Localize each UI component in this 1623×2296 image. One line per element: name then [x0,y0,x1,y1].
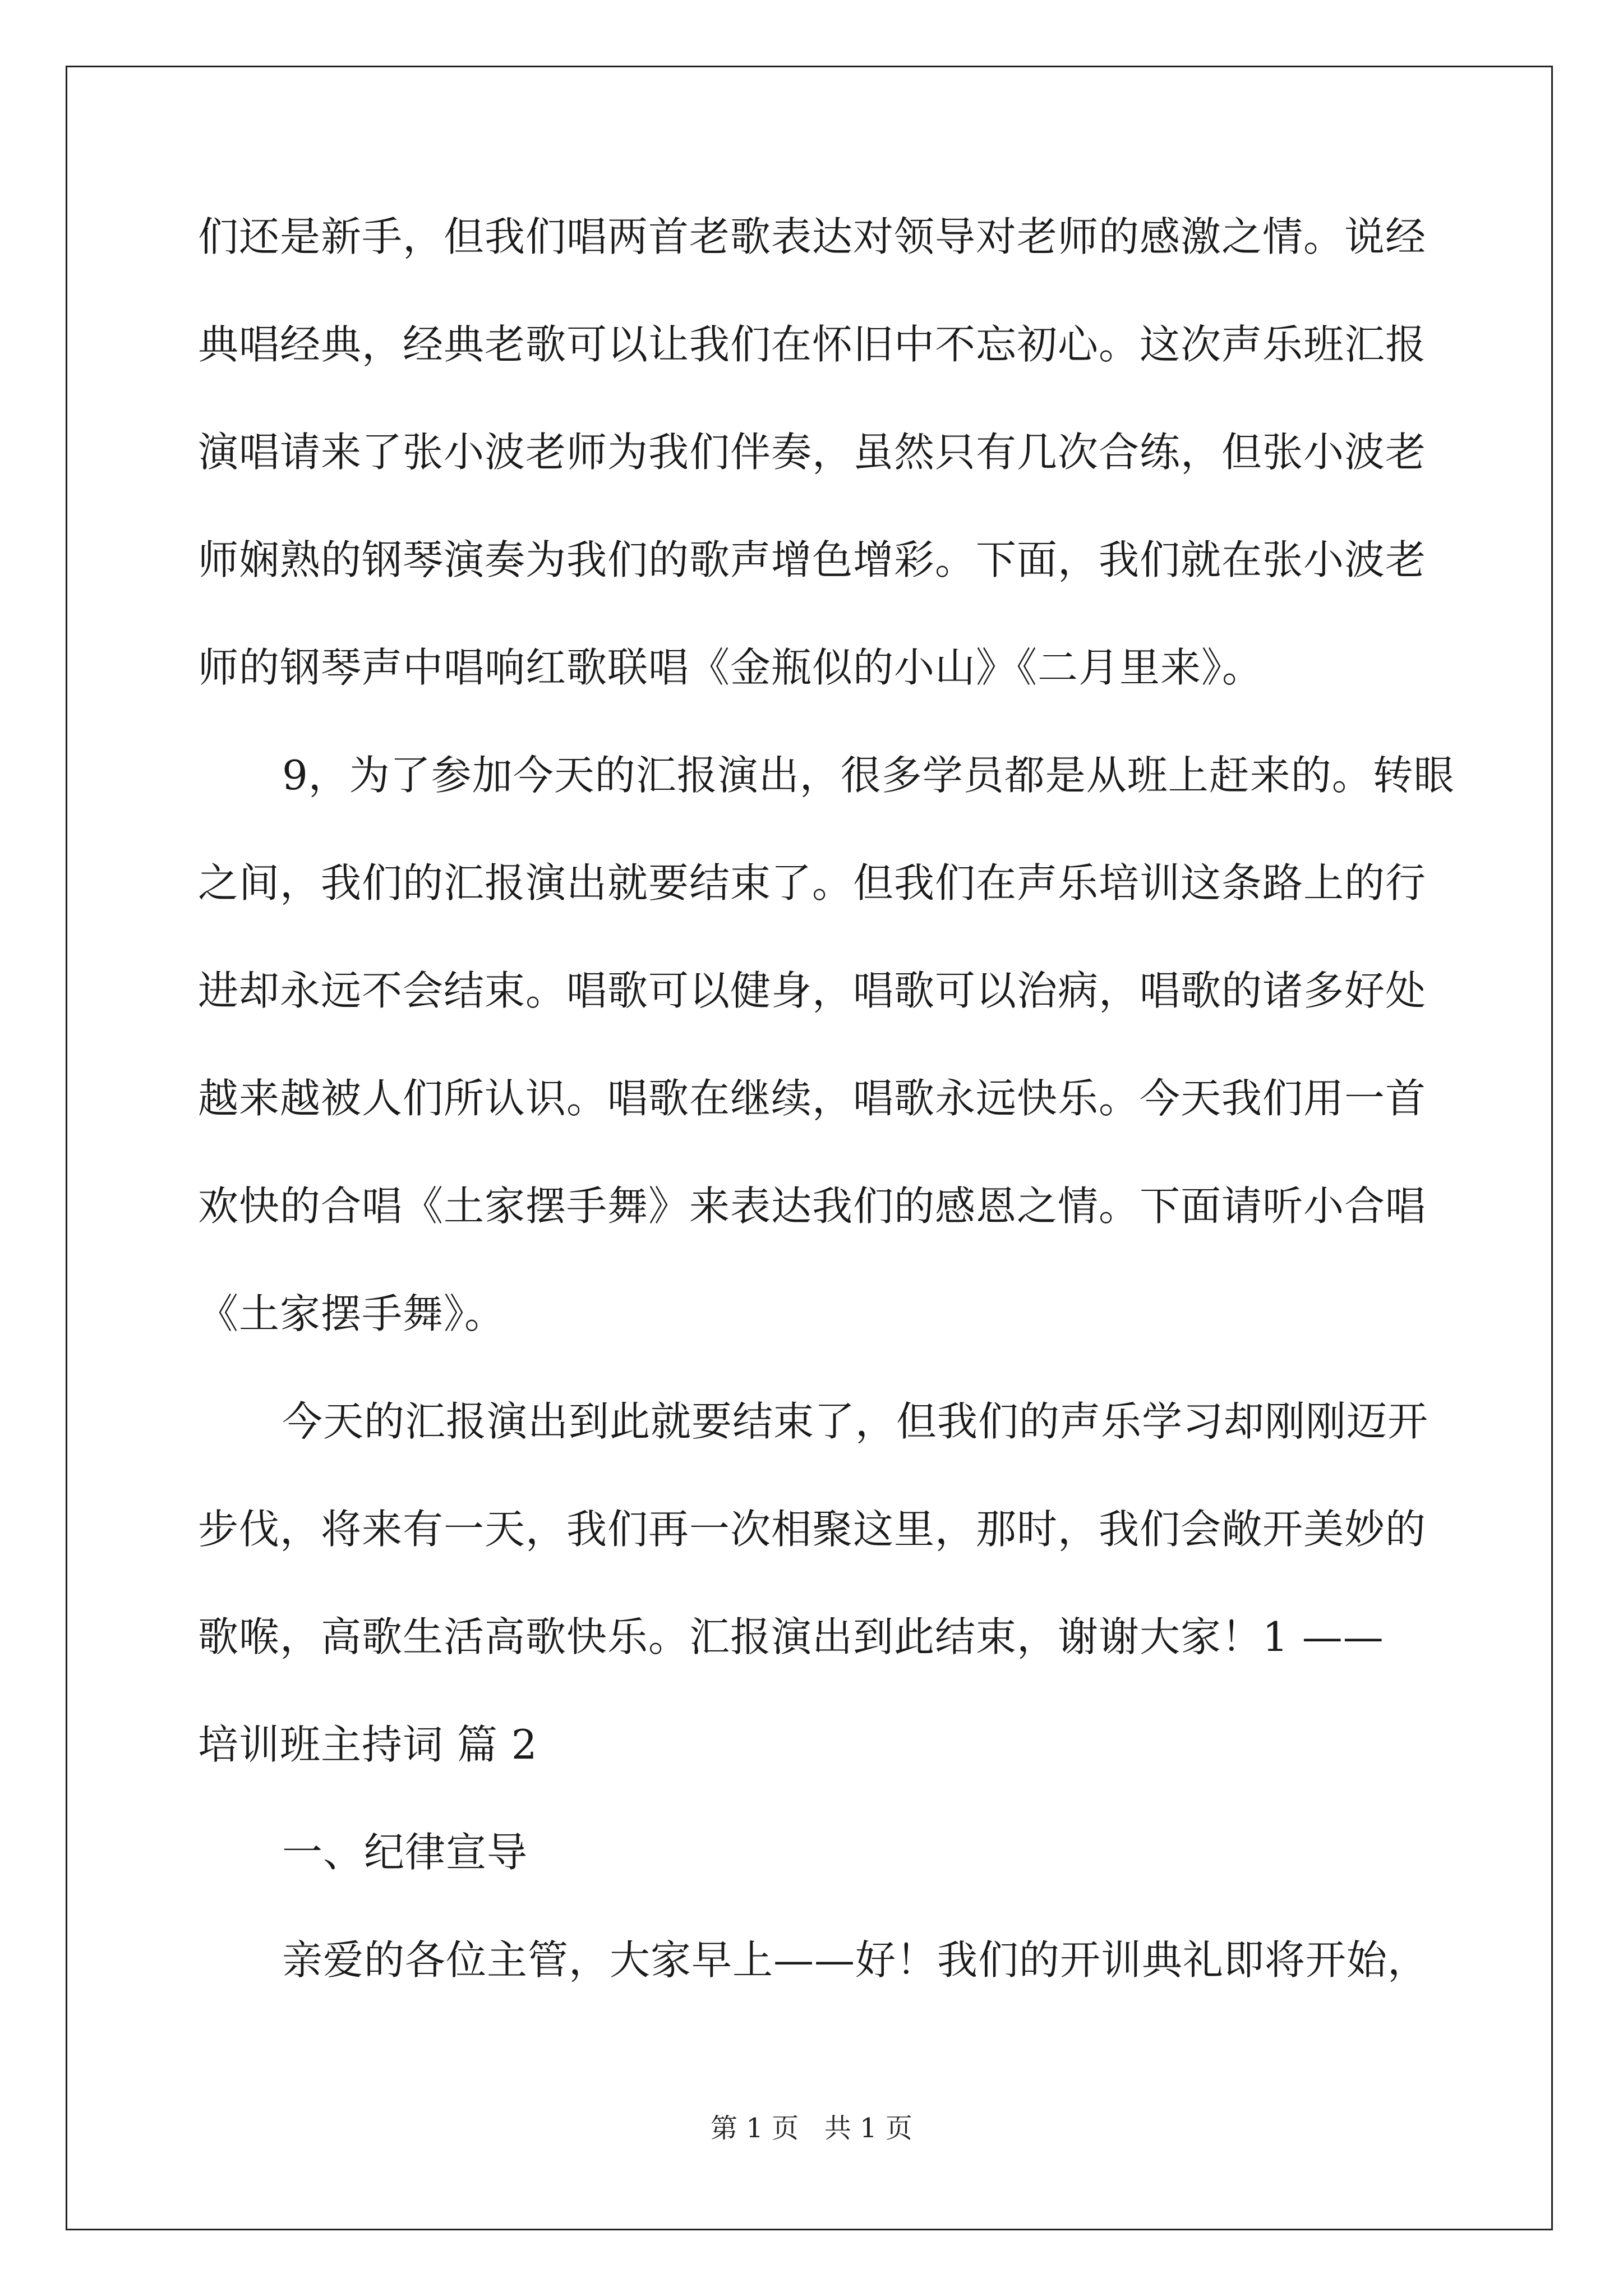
text-line: 师娴熟的钢琴演奏为我们的歌声增色增彩。下面，我们就在张小波老 [198,536,1427,583]
section-title: 培训班主持词 篇 2 [198,1721,538,1768]
document-body [198,213,1455,2047]
text-line: 进却永远不会结束。唱歌可以健身，唱歌可以治病，唱歌的诸多好处 [198,967,1427,1014]
text-line: 越来越被人们所认识。唱歌在继续，唱歌永远快乐。今天我们用一首 [198,1075,1427,1122]
text-line: 之间，我们的汇报演出就要结束了。但我们在声乐培训这条路上的行 [198,859,1427,907]
text-line: 欢快的合唱《土家摆手舞》来表达我们的感恩之情。下面请听小合唱 [198,1182,1427,1230]
text-line: 师的钢琴声中唱响红歌联唱《金瓶似的小山》《二月里来》。 [198,644,1264,691]
text-line: 9，为了参加今天的汇报演出，很多学员都是从班上赶来的。转眼 [282,752,1455,799]
text-line: 步伐，将来有一天，我们再一次相聚这里，那时，我们会敞开美妙的 [198,1506,1427,1553]
page-footer: 第 1 页 共 1 页 [711,2113,912,2144]
text-line: 今天的汇报演出到此就要结束了，但我们的声乐学习却刚刚迈开 [282,1398,1429,1445]
text-line: 典唱经典，经典老歌可以让我们在怀旧中不忘初心。这次声乐班汇报 [198,321,1427,368]
text-line: 亲爱的各位主管，大家早上——好！我们的开训典礼即将开始， [282,1936,1429,1984]
text-line: 们还是新手，但我们唱两首老歌表达对领导对老师的感激之情。说经 [198,213,1427,260]
section-heading: 一、纪律宣导 [282,1829,528,1876]
text-line: 歌喉，高歌生活高歌快乐。汇报演出到此结束，谢谢大家！1 —— [198,1613,1384,1660]
text-line: 《土家摆手舞》。 [198,1290,506,1337]
text-line: 演唱请来了张小波老师为我们伴奏，虽然只有几次合练，但张小波老 [198,429,1427,476]
